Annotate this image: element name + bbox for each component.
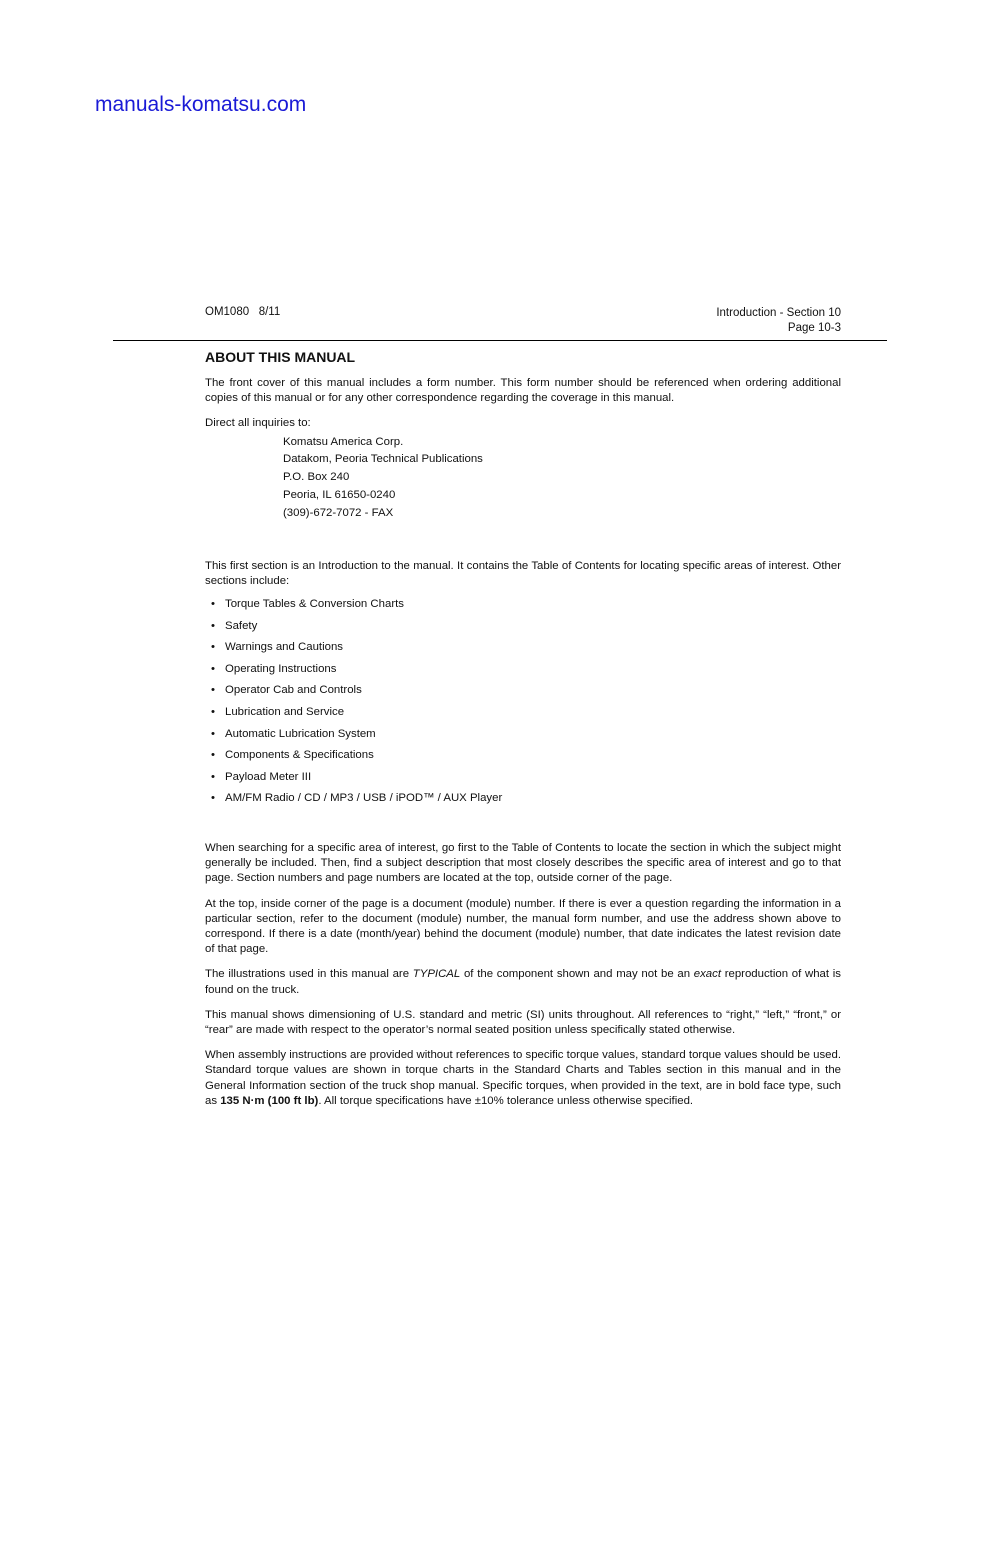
bullet: •: [211, 770, 215, 783]
list-item: [205, 640, 841, 662]
bullet: •: [211, 641, 215, 654]
list-item: [205, 597, 841, 619]
list-item-text: AM/FM Radio / CD / MP3 / USB / iPOD™ / AUX Player: [225, 792, 503, 805]
emphasis-typical: TYPICAL: [412, 968, 461, 981]
inquiries-label: Direct all inquiries to:: [205, 417, 311, 430]
bullet: •: [211, 749, 215, 762]
sections-intro: This first section is an Introduction to the manual. It contains the Table of Contents for locating specific areas of interest. Other sections include:: [205, 559, 841, 587]
list-item-text: Components & Specifications: [225, 749, 374, 762]
list-item: [205, 619, 841, 641]
header-rule: [113, 340, 887, 341]
address-line: Komatsu America Corp.: [283, 435, 404, 448]
list-item: [205, 748, 841, 770]
torque-paragraph: [205, 1048, 841, 1109]
address-line: (309)-672-7072 - FAX: [283, 506, 394, 519]
bullet: •: [211, 705, 215, 718]
list-item: [205, 705, 841, 727]
illustrations-paragraph: [205, 967, 841, 997]
address-block: [283, 434, 841, 523]
bullet: •: [211, 662, 215, 675]
text-run: . All torque specifications have ±10% tolerance unless otherwise specified.: [318, 1094, 694, 1107]
bullet: •: [211, 619, 215, 632]
intro-paragraph: The front cover of this manual includes a form number. This form number should be referenced when ordering additional copies of this manual or for any other correspondence regarding the coverage in this manual.: [205, 377, 841, 405]
list-item-text: Warnings and Cautions: [225, 641, 343, 654]
emphasis-exact: exact: [693, 968, 721, 981]
list-item-text: Operating Instructions: [225, 662, 337, 675]
section-label: Introduction - Section 10: [716, 307, 841, 319]
watermark-link[interactable]: manuals-komatsu.com: [95, 93, 307, 116]
bullet: •: [211, 727, 215, 740]
list-item: [205, 770, 841, 792]
text-run: When assembly instructions are provided without references to specific torque values, standard torque values should be used. Standard torque values are shown in torque charts in the Standard Charts and Tables section in this manual and in the General Information section of the truck shop manual. Specific torques, when provided in the text, are in bold face type, such as: [205, 1049, 841, 1107]
list-item: [205, 683, 841, 705]
bullet: •: [211, 684, 215, 697]
list-item-text: Payload Meter III: [225, 770, 312, 783]
page-content: [205, 347, 841, 1119]
module-paragraph: At the top, inside corner of the page is a document (module) number. If there is ever a question regarding the information in a particular section, refer to the document (module) number, the manual form number, and use the address shown above to correspond. If there is a date (month/year) behind the document (module) number, that date indicates the latest revision date of that page.: [205, 897, 841, 956]
list-item-text: Lubrication and Service: [225, 705, 345, 718]
list-item: [205, 662, 841, 684]
text-run: of the component shown and may not be an: [460, 968, 694, 981]
list-item-text: Automatic Lubrication System: [225, 727, 376, 740]
page-number: Page 10-3: [787, 322, 841, 334]
list-item-text: Torque Tables & Conversion Charts: [225, 598, 404, 610]
list-item: [205, 727, 841, 749]
list-item-text: Operator Cab and Controls: [225, 684, 362, 697]
text-run: The illustrations used in this manual are: [205, 968, 413, 981]
list-item-text: Safety: [225, 619, 258, 632]
section-page-header: [716, 306, 841, 336]
sections-list: [205, 597, 841, 813]
page-title: ABOUT THIS MANUAL: [205, 349, 356, 365]
search-paragraph: When searching for a specific area of interest, go first to the Table of Contents to locate the section in which the subject might generally be included. Then, find a subject description that most closely describes the specific area of interest and go to that page. Section numbers and page numbers are located at the top, outside corner of the page.: [205, 841, 841, 885]
bullet: •: [211, 598, 215, 610]
address-line: Datakom, Peoria Technical Publications: [283, 453, 483, 466]
text-run: reproduction of what is found on the truck.: [205, 968, 841, 996]
address-line: Peoria, IL 61650-0240: [283, 489, 396, 501]
bullet: •: [211, 792, 215, 805]
document-module-number: OM1080 8/11: [205, 306, 281, 318]
torque-example: 135 N·m (100 ft lb): [220, 1094, 319, 1107]
list-item: [205, 791, 841, 813]
address-line: P.O. Box 240: [283, 471, 350, 484]
units-paragraph: This manual shows dimensioning of U.S. standard and metric (SI) units throughout. All references to “right,” “left,” “front,” or “rear” are made with respect to the operator’s normal seated position unless specifically stated otherwise.: [205, 1008, 841, 1036]
